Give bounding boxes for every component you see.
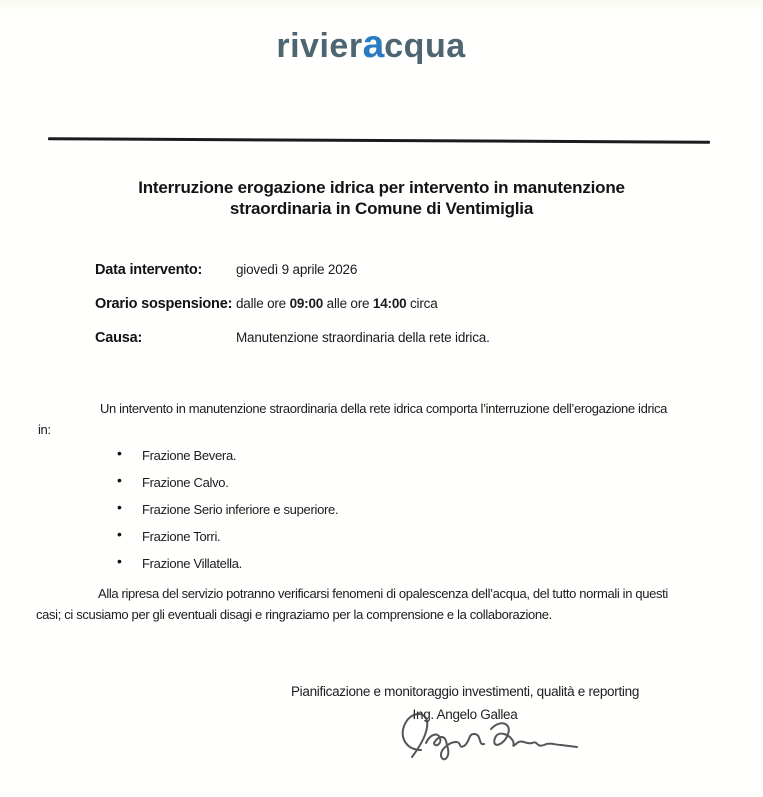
area-name: Frazione Calvo. <box>142 475 229 490</box>
cause-label: Causa: <box>95 330 143 346</box>
intro-line1: Un intervento in manutenzione straordinaria della rete idrica comporta l’interruzione dell’erogazione idrica <box>100 401 668 416</box>
closing-line1: Alla ripresa del servizio potranno verificarsi fenomeni di opalescenza dell’acqua, del tutto normali in questi <box>98 586 668 601</box>
closing-line2: casi; ci scusiamo per gli eventuali disagi e ringraziamo per la comprensione e la collaborazione. <box>36 607 552 622</box>
rivieracqua-logo <box>0 24 742 67</box>
date-value: giovedì 9 aprile 2026 <box>236 262 358 277</box>
date-label: Data intervento: <box>95 262 203 278</box>
logo-text-suffix: cqua <box>384 27 466 65</box>
list-item <box>117 499 339 517</box>
intervention-details <box>95 262 490 346</box>
department-line: Pianificazione e monitoraggio investimenti, qualità e reporting <box>290 684 640 699</box>
notice-title-line1: Interruzione erogazione idrica per intervento in manutenzione <box>138 178 625 197</box>
scan-artifact <box>0 0 763 14</box>
bullet-icon: • <box>117 499 122 515</box>
time-end: 14:00 <box>372 296 407 311</box>
area-name: Frazione Villatella. <box>142 556 242 571</box>
list-item <box>117 553 338 571</box>
logo-text-prefix: rivier <box>276 27 363 65</box>
suspension-time-label: Orario sospensione: <box>95 296 233 312</box>
closing-paragraph <box>36 583 668 625</box>
intro-line2: in: <box>38 422 51 437</box>
bullet-icon: • <box>117 526 122 542</box>
affected-areas-list <box>117 445 339 584</box>
signatory-name: Ing. Angelo Gallea <box>412 707 518 722</box>
suspension-time-value <box>236 296 490 312</box>
time-suffix: circa <box>410 296 438 311</box>
bullet-icon: • <box>117 472 122 488</box>
water-drop-letter-icon: a <box>362 23 385 66</box>
bullet-icon: • <box>117 445 122 461</box>
time-middle: alle ore <box>326 296 370 311</box>
time-prefix: dalle ore <box>236 296 286 311</box>
bullet-icon: • <box>117 553 122 569</box>
notice-title-line2: straordinaria in Comune di Ventimiglia <box>229 199 534 218</box>
notice-title <box>40 177 723 219</box>
list-item <box>117 526 338 544</box>
area-name: Frazione Torri. <box>142 529 221 544</box>
list-item <box>117 472 338 490</box>
signature-block <box>170 684 760 722</box>
time-start: 09:00 <box>289 296 324 311</box>
header-divider-rule <box>48 137 710 143</box>
area-name: Frazione Bevera. <box>142 448 237 463</box>
intro-paragraph <box>38 398 667 440</box>
area-name: Frazione Serio inferiore e superiore. <box>142 502 339 517</box>
list-item <box>117 445 338 463</box>
cause-value: Manutenzione straordinaria della rete idrica. <box>236 330 490 345</box>
